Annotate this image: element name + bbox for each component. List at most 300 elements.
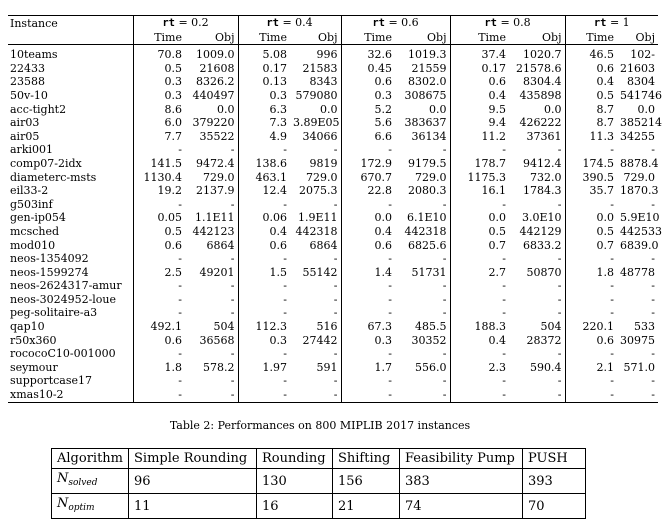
time-cell: -: [238, 388, 290, 402]
obj-cell: -: [230, 143, 235, 157]
instance-name: xmas10-2: [8, 388, 133, 402]
obj-cell: 0.0: [544, 102, 562, 116]
obj-cell: 21583: [302, 61, 338, 75]
obj-cell: 1019.3: [408, 48, 447, 62]
obj-cell: 9179.5: [408, 156, 447, 170]
time-cell: 4.9: [238, 130, 290, 144]
time-cell: 0.05: [133, 211, 185, 225]
obj-cell: 28372: [526, 333, 562, 347]
instance-name: peg-solitaire-a3: [10, 306, 98, 320]
instance-name: arki001: [10, 143, 53, 157]
time-cell: 0.6: [565, 334, 617, 348]
time-cell: -: [238, 374, 290, 388]
header-shifting: Shifting: [333, 449, 400, 469]
n-optim-shifting: 21: [333, 494, 400, 519]
time-cell: 32.6: [341, 45, 395, 62]
obj-cell: 6825.6: [408, 238, 447, 252]
obj-cell: -: [651, 292, 655, 306]
time-cell: 0.5: [133, 62, 185, 76]
time-cell: -: [450, 347, 509, 361]
time-cell: 0.5: [565, 225, 617, 239]
obj-cell: -: [442, 306, 447, 320]
time-cell: 1.97: [238, 361, 290, 375]
obj-cell: -: [230, 306, 235, 320]
obj-cell: -: [557, 306, 562, 320]
obj-cell: -: [230, 279, 235, 293]
instance-name: g503inf: [10, 197, 53, 211]
time-cell: 8.7: [565, 103, 617, 117]
obj-cell: 729.0: [415, 170, 447, 184]
n-optim-rounding: 16: [257, 494, 333, 519]
time-cell: 70.8: [133, 45, 185, 62]
obj-cell: -: [557, 292, 562, 306]
instance-name: seymour: [10, 360, 58, 374]
instance-name: mod010: [10, 238, 56, 252]
time-cell: 2.1: [565, 361, 617, 375]
time-cell: 1.8: [133, 361, 185, 375]
time-cell: 67.3: [341, 320, 395, 334]
time-cell: 0.17: [450, 62, 509, 76]
time-cell: 0.3: [341, 89, 395, 103]
obj-cell: 571.0: [623, 360, 655, 374]
obj-cell: 383637: [404, 116, 447, 130]
obj-cell: 3.89E05: [293, 116, 340, 130]
obj-cell: 556.0: [415, 360, 447, 374]
instance-name: r50x360: [10, 333, 57, 347]
time-cell: 0.5: [133, 225, 185, 239]
time-cell: 9.5: [450, 103, 509, 117]
obj-cell: -: [395, 388, 450, 402]
instance-name: 22433: [10, 61, 45, 75]
table-row: [8, 293, 658, 307]
table-row: [8, 45, 658, 62]
obj-cell: 591: [316, 360, 338, 374]
obj-cell: -: [509, 388, 565, 402]
obj-cell: 729.0: [306, 170, 338, 184]
instance-name: supportcase17: [10, 374, 92, 388]
time-cell: 0.6: [133, 334, 185, 348]
time-cell: 0.3: [133, 75, 185, 89]
header-rounding: Rounding: [257, 449, 333, 469]
obj-cell: 6.1E10: [406, 211, 447, 225]
obj-cell: -: [230, 197, 235, 211]
instance-name: 23588: [10, 75, 45, 89]
time-cell: 46.5: [565, 45, 617, 62]
obj-cell: 533: [634, 320, 655, 334]
obj-cell: 442129: [519, 224, 562, 238]
obj-cell: -: [442, 143, 447, 157]
obj-cell: 36568: [199, 333, 235, 347]
table-row: [8, 320, 658, 334]
obj-cell: 21608: [199, 61, 235, 75]
time-cell: 138.6: [238, 157, 290, 171]
obj-cell: 8304: [627, 75, 655, 89]
obj-cell: 504: [540, 320, 562, 334]
sub-header-time: Time: [238, 31, 290, 45]
obj-cell: 6839.0: [620, 238, 659, 252]
time-cell: -: [450, 374, 509, 388]
time-cell: 5.08: [238, 45, 290, 62]
obj-cell: 442318: [404, 224, 447, 238]
table-row: [8, 334, 658, 348]
sub-header-time: Time: [341, 31, 395, 45]
time-cell: -: [341, 279, 395, 293]
time-cell: 37.4: [450, 45, 509, 62]
n-solved-simple-rounding: 96: [129, 469, 257, 494]
n-optim-simple-rounding: 11: [129, 494, 257, 519]
obj-cell: -: [333, 252, 338, 266]
sub-header-time: Time: [565, 31, 617, 45]
obj-cell: 578.2: [203, 360, 235, 374]
table-row: [8, 279, 658, 293]
obj-cell: -: [617, 388, 658, 402]
obj-cell: 516: [316, 320, 338, 334]
time-cell: 1.4: [341, 266, 395, 280]
results-table-body: [8, 16, 662, 403]
time-cell: 670.7: [341, 171, 395, 185]
time-cell: -: [341, 293, 395, 307]
time-cell: -: [565, 347, 617, 361]
obj-cell: 51731: [411, 265, 447, 279]
time-cell: 8.6: [133, 103, 185, 117]
table-row: [8, 157, 658, 171]
obj-cell: 9472.4: [196, 156, 235, 170]
time-cell: 19.2: [133, 184, 185, 198]
obj-cell: 37361: [526, 129, 562, 143]
table-row: [8, 266, 658, 280]
obj-cell: 35522: [199, 129, 235, 143]
obj-cell: 1.1E11: [194, 211, 235, 225]
time-cell: 1.8: [565, 266, 617, 280]
obj-cell: 442123: [192, 224, 235, 238]
time-cell: -: [450, 198, 509, 212]
time-cell: -: [238, 293, 290, 307]
obj-cell: 30975: [620, 333, 655, 347]
table-row: [8, 347, 658, 361]
time-cell: 1175.3: [450, 171, 509, 185]
instance-name: gen-ip054: [10, 211, 66, 225]
row-label-n-optim: $N_{optim}$: [52, 494, 129, 519]
table-row: [8, 374, 658, 388]
instance-name: mcsched: [10, 224, 60, 238]
obj-cell: 6864: [309, 238, 338, 252]
obj-cell: -: [442, 374, 447, 388]
obj-cell: -: [651, 374, 655, 388]
algorithm-comparison-table: [51, 448, 586, 519]
table-row: [8, 116, 658, 130]
obj-cell: 48778: [620, 265, 655, 279]
time-cell: -: [341, 306, 395, 320]
time-cell: 178.7: [450, 157, 509, 171]
obj-cell: -: [333, 347, 338, 361]
obj-cell: -: [333, 143, 338, 157]
obj-cell: -: [230, 292, 235, 306]
header-push: PUSH: [523, 449, 586, 469]
obj-cell: 34066: [302, 129, 338, 143]
instance-header: Instance: [8, 16, 133, 31]
table-row: [8, 130, 658, 144]
time-cell: 0.17: [238, 62, 290, 76]
time-cell: -: [133, 374, 185, 388]
sub-header-row: [8, 31, 658, 45]
time-cell: 0.6: [565, 62, 617, 76]
time-cell: -: [341, 198, 395, 212]
time-cell: 0.0: [565, 211, 617, 225]
time-cell: 5.2: [341, 103, 395, 117]
time-cell: -: [238, 252, 290, 266]
results-table: [8, 15, 662, 403]
obj-cell: -: [557, 197, 562, 211]
obj-cell: 9412.4: [523, 156, 562, 170]
time-cell: 0.5: [565, 89, 617, 103]
time-cell: 35.7: [565, 184, 617, 198]
obj-cell: -: [557, 374, 562, 388]
algorithm-header-row: [52, 449, 586, 469]
table2-caption: Table 2: Performances on 800 MIPLIB 2017 instances: [169, 419, 471, 432]
n-solved-feasibility-pump: 383: [400, 469, 523, 494]
time-cell: 6.3: [238, 103, 290, 117]
obj-cell: 34255: [620, 129, 655, 143]
obj-cell: -: [442, 279, 447, 293]
obj-cell: 504: [213, 320, 235, 334]
obj-cell: -: [557, 252, 562, 266]
obj-cell: -: [442, 252, 447, 266]
time-cell: 0.3: [238, 334, 290, 348]
obj-cell: 8302.0: [408, 75, 447, 89]
sub-header-obj: Obj: [395, 31, 450, 45]
time-cell: 0.7: [565, 239, 617, 253]
time-cell: 0.3: [133, 89, 185, 103]
instance-name: acc-tight2: [10, 102, 67, 116]
time-cell: 0.4: [238, 225, 290, 239]
time-cell: -: [133, 293, 185, 307]
obj-cell: 1784.3: [523, 184, 562, 198]
time-cell: -: [133, 252, 185, 266]
time-cell: 0.45: [341, 62, 395, 76]
obj-cell: 36134: [411, 129, 447, 143]
time-cell: 2.3: [450, 361, 509, 375]
n-optim-feasibility-pump: 74: [400, 494, 523, 519]
sub-header-obj: Obj: [185, 31, 238, 45]
obj-cell: -: [333, 374, 338, 388]
time-cell: 390.5: [565, 171, 617, 185]
table-row: [8, 62, 658, 76]
sub-header-time: Time: [450, 31, 509, 45]
obj-cell: 541746: [620, 88, 662, 102]
obj-cell: 49201: [199, 265, 235, 279]
instance-name: diameterc-msts: [10, 170, 97, 184]
obj-cell: 1009.0: [196, 48, 235, 62]
table-row: [8, 184, 658, 198]
obj-cell: -: [651, 306, 655, 320]
obj-cell: -: [651, 252, 655, 266]
obj-cell: 21559: [411, 61, 447, 75]
time-cell: 0.6: [341, 239, 395, 253]
time-cell: 9.4: [450, 116, 509, 130]
time-cell: -: [565, 143, 617, 157]
obj-cell: 21578.6: [516, 61, 562, 75]
time-cell: 2.5: [133, 266, 185, 280]
time-cell: -: [450, 252, 509, 266]
group-header-rt-0.8: rt = 0.8: [450, 16, 565, 31]
time-cell: 1.7: [341, 361, 395, 375]
obj-cell: 8326.2: [196, 75, 235, 89]
time-cell: 172.9: [341, 157, 395, 171]
time-cell: -: [238, 198, 290, 212]
time-cell: 0.6: [450, 75, 509, 89]
obj-cell: -: [651, 347, 655, 361]
obj-cell: -: [230, 252, 235, 266]
obj-cell: 3.0E10: [521, 211, 562, 225]
obj-cell: 6833.2: [523, 238, 562, 252]
time-cell: 0.5: [450, 225, 509, 239]
obj-cell: 385214: [620, 116, 662, 130]
obj-cell: 440497: [192, 88, 235, 102]
obj-cell: 0.0: [429, 102, 447, 116]
table-row: [8, 388, 658, 402]
time-cell: -: [450, 143, 509, 157]
header-algorithm: Algorithm: [52, 449, 129, 469]
time-cell: -: [565, 293, 617, 307]
time-cell: 1.5: [238, 266, 290, 280]
instance-name: comp07-2idx: [10, 156, 82, 170]
n-solved-rounding: 130: [257, 469, 333, 494]
instance-name: neos-1354092: [10, 252, 89, 266]
time-cell: -: [133, 306, 185, 320]
time-cell: 0.4: [450, 89, 509, 103]
obj-cell: -: [230, 374, 235, 388]
obj-cell: 8343: [309, 75, 338, 89]
time-cell: 141.5: [133, 157, 185, 171]
instance-name: qap10: [10, 320, 45, 334]
time-cell: -: [565, 374, 617, 388]
time-cell: 16.1: [450, 184, 509, 198]
instance-name: rococoC10-001000: [10, 347, 116, 361]
time-cell: 0.0: [450, 211, 509, 225]
time-cell: 0.3: [341, 334, 395, 348]
obj-cell: 2075.3: [299, 184, 338, 198]
obj-cell: 590.4: [530, 360, 562, 374]
obj-cell: 21603: [620, 61, 655, 75]
obj-cell: 1.9E11: [297, 211, 338, 225]
time-cell: -: [565, 252, 617, 266]
time-cell: 0.6: [238, 239, 290, 253]
time-cell: -: [565, 306, 617, 320]
obj-cell: -: [557, 143, 562, 157]
obj-cell: 27442: [302, 333, 338, 347]
time-cell: 188.3: [450, 320, 509, 334]
obj-cell: 0.0: [637, 102, 655, 116]
time-cell: -: [133, 143, 185, 157]
instance-name: eil33-2: [10, 184, 49, 198]
time-cell: -: [133, 279, 185, 293]
obj-cell: -: [442, 292, 447, 306]
table-row: [8, 75, 658, 89]
instance-name: neos-2624317-amur: [10, 279, 122, 293]
obj-cell: 442533: [620, 224, 662, 238]
time-cell: 7.7: [133, 130, 185, 144]
time-cell: 5.6: [341, 116, 395, 130]
instance-name: air03: [10, 116, 40, 130]
obj-cell: 732.0: [530, 170, 562, 184]
time-cell: -: [565, 198, 617, 212]
table-row: [8, 103, 658, 117]
time-cell: 0.4: [450, 334, 509, 348]
time-cell: 0.0: [341, 211, 395, 225]
n-solved-push: 393: [523, 469, 586, 494]
time-cell: 0.7: [450, 239, 509, 253]
time-cell: 220.1: [565, 320, 617, 334]
obj-cell: 102-: [630, 48, 655, 62]
sub-header-obj: Obj: [617, 31, 658, 45]
obj-cell: 426222: [519, 116, 562, 130]
time-cell: 0.06: [238, 211, 290, 225]
obj-cell: 379220: [192, 116, 235, 130]
time-cell: 6.0: [133, 116, 185, 130]
group-header-row: [8, 16, 658, 31]
header-simple-rounding: Simple Rounding: [129, 449, 257, 469]
obj-cell: 2137.9: [196, 184, 235, 198]
time-cell: -: [133, 198, 185, 212]
obj-cell: 1870.3: [620, 184, 659, 198]
time-cell: 0.6: [341, 75, 395, 89]
time-cell: 2.7: [450, 266, 509, 280]
group-header-rt-0.2: rt = 0.2: [133, 16, 238, 31]
time-cell: -: [341, 388, 395, 402]
obj-cell: 442318: [295, 224, 338, 238]
obj-cell: 0.0: [217, 102, 235, 116]
time-cell: -: [238, 347, 290, 361]
obj-cell: 8304.4: [523, 75, 562, 89]
table-row: [8, 252, 658, 266]
time-cell: 11.2: [450, 130, 509, 144]
time-cell: 112.3: [238, 320, 290, 334]
instance-name: air05: [10, 129, 40, 143]
table-row: [8, 198, 658, 212]
obj-cell: -: [185, 388, 238, 402]
obj-cell: 6864: [206, 238, 235, 252]
obj-cell: 485.5: [415, 320, 447, 334]
sub-header-obj: Obj: [290, 31, 341, 45]
obj-cell: 1020.7: [523, 48, 562, 62]
obj-cell: -: [651, 197, 655, 211]
time-cell: -: [565, 388, 617, 402]
table-row: [8, 171, 658, 185]
time-cell: 0.13: [238, 75, 290, 89]
obj-cell: 50870: [526, 265, 562, 279]
time-cell: 492.1: [133, 320, 185, 334]
obj-cell: 5.9E10: [620, 211, 660, 225]
time-cell: -: [341, 347, 395, 361]
sub-header-obj: Obj: [509, 31, 565, 45]
obj-cell: -: [333, 279, 338, 293]
time-cell: 0.4: [341, 225, 395, 239]
time-cell: 463.1: [238, 171, 290, 185]
obj-cell: -: [442, 197, 447, 211]
obj-cell: -: [333, 292, 338, 306]
time-cell: 8.7: [565, 116, 617, 130]
table-row: [8, 211, 658, 225]
obj-cell: 2080.3: [408, 184, 447, 198]
obj-cell: -: [651, 279, 655, 293]
table-row: [8, 143, 658, 157]
table-row: [8, 306, 658, 320]
obj-cell: 0.0: [320, 102, 338, 116]
obj-cell: 55142: [302, 265, 338, 279]
obj-cell: 579080: [295, 88, 338, 102]
instance-name: neos-3024952-loue: [10, 292, 117, 306]
time-cell: 22.8: [341, 184, 395, 198]
